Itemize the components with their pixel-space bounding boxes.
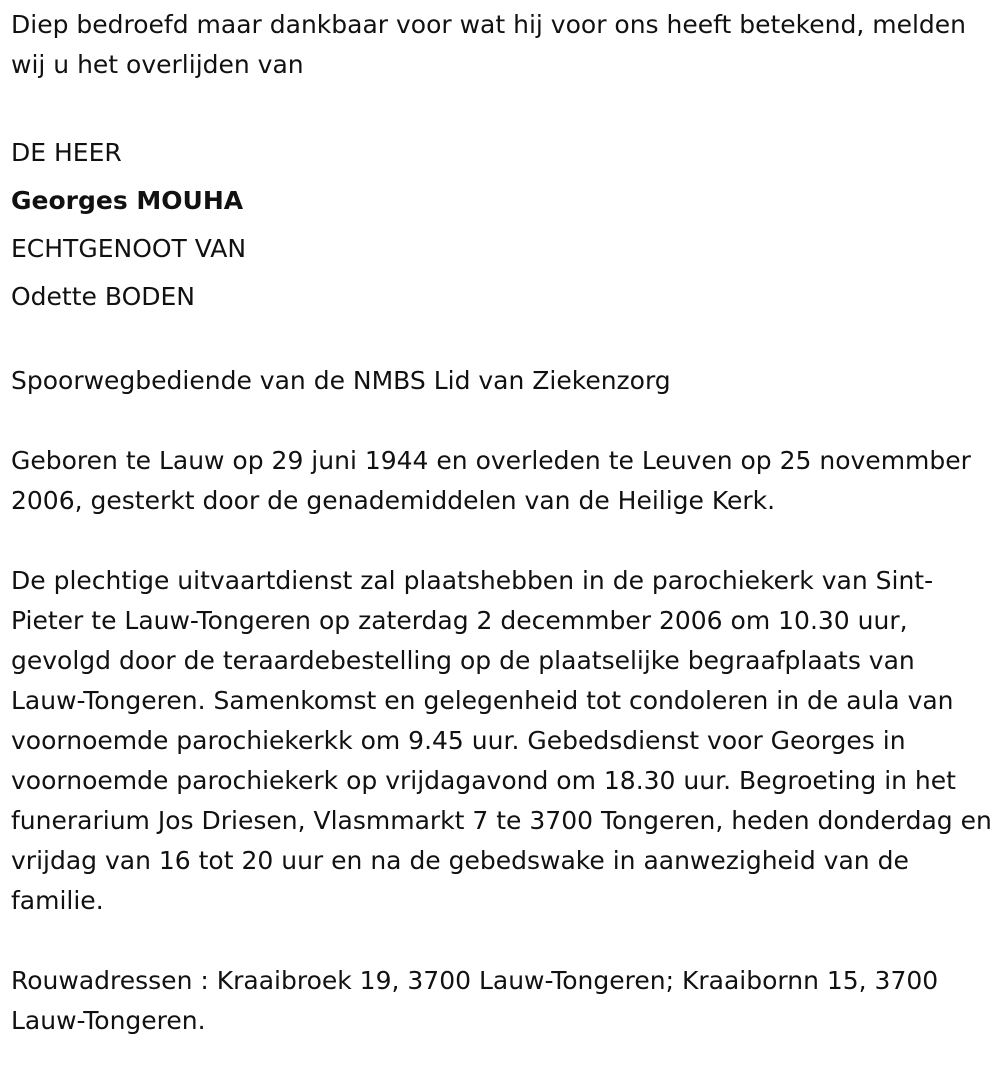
obituary-notice [11,5,993,1041]
title-line: DE HEER [11,138,122,167]
spacer [11,401,993,441]
spacer [11,521,993,561]
relation-line: ECHTGENOOT VAN [11,234,247,263]
spacer [11,921,993,961]
spacer [11,321,993,361]
spacer [11,85,993,125]
occupation-paragraph: Spoorwegbediende van de NMBS Lid van Ziekenzorg [11,366,671,395]
deceased-name: Georges MOUHA [11,186,244,215]
birth-death-paragraph: Geboren te Lauw op 29 juni 1944 en overleden te Leuven op 25 novemmber 2006, gesterkt door de genademiddelen van de Heilige Kerk. [11,446,971,515]
addresses-paragraph: Rouwadressen : Kraaibroek 19, 3700 Lauw-Tongeren; Kraaibornn 15, 3700 Lauw-Tongeren. [11,966,939,1035]
intro-paragraph: Diep bedroefd maar dankbaar voor wat hij voor ons heeft betekend, melden wij u het overlijden van [11,10,967,79]
deceased-block [11,129,993,321]
funeral-paragraph: De plechtige uitvaartdienst zal plaatshebben in de parochiekerk van Sint-Pieter te Lauw-Tongeren op zaterdag 2 decemmber 2006 om 10.30 uur, gevolgd door de teraardebestelling op de plaatselijke begraafplaats van Lauw-Tongeren. Samenkomst en gelegenheid tot condoleren in de aula van voornoemde parochiekerkk om 9.45 uur. Gebedsdienst voor Georges in voornoemde parochiekerk op vrijdagavond om 18.30 uur. Begroeting in het funerarium Jos Driesen, Vlasmmarkt 7 te 3700 Tongeren, heden donderdag en vrijdag van 16 tot 20 uur en na de gebedswake in aanwezigheid van de familie. [11,566,992,915]
spouse-name: Odette BODEN [11,282,195,311]
